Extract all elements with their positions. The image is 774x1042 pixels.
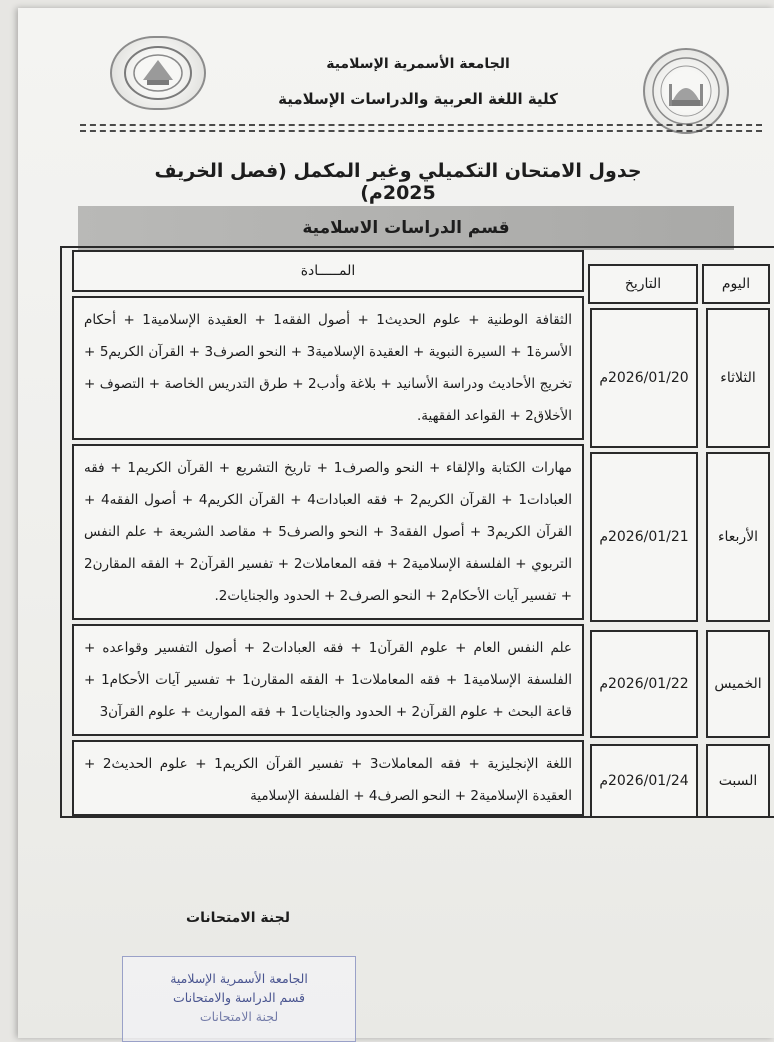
- row-subjects: علم النفس العام + علوم القرآن1 + فقه العبادات2 + أصول التفسير وقواعده + الفلسفة الإسلامية1 + فقه المعاملات1 + الفقه المقارن1 + تفسير آيات الأحكام1 + قاعة البحث + علوم القرآن2 + الحدود والجنايات1 + فقه المواريث + علوم القرآن3: [72, 624, 584, 736]
- emblem-icon: [121, 36, 195, 110]
- stamp-university: الجامعة الأسمرية الإسلامية: [170, 971, 308, 986]
- header-date: التاريخ: [588, 264, 698, 304]
- college-name: كلية اللغة العربية والدراسات الإسلامية: [278, 90, 558, 108]
- university-name: الجامعة الأسمرية الإسلامية: [326, 56, 510, 72]
- department-banner: قسم الدراسات الاسلامية: [78, 206, 734, 250]
- official-stamp: [122, 956, 356, 1042]
- row-subjects: مهارات الكتابة والإلقاء + النحو والصرف1 + تاريخ التشريع + القرآن الكريم1 + فقه العبادات1 + القرآن الكريم2 + فقه العبادات4 + القرآن الكريم4 + أصول الفقه4 + القرآن الكريم3 + أصول الفقه3 + النحو والصرف5 + مقاصد الشريعة + علم النفس التربوي + الفلسفة الإسلامية2 + فقه المعاملات2 + تفسير القرآن2 + الفقه المقارن2 + تفسير آيات الأحكام2 + النحو الصرف2 + الحدود والجنايات2.: [72, 444, 584, 620]
- header-subject: المـــــادة: [72, 250, 584, 292]
- university-emblem-right: [643, 48, 729, 134]
- row-date: 2026/01/20م: [590, 308, 698, 448]
- header-divider: [80, 124, 762, 126]
- header-divider-2: [80, 130, 762, 132]
- row-date: 2026/01/22م: [590, 630, 698, 738]
- mosque-emblem-icon: [649, 54, 723, 128]
- header-day: اليوم: [702, 264, 770, 304]
- university-emblem-left: [110, 36, 206, 110]
- row-date: 2026/01/21م: [590, 452, 698, 622]
- document-sheet: [18, 8, 774, 1038]
- exam-schedule-title: جدول الامتحان التكميلي وغير المكمل (فصل الخريف 2025م): [154, 160, 642, 204]
- row-day: الثلاثاء: [706, 308, 770, 448]
- row-day: السبت: [706, 744, 770, 818]
- row-subjects: اللغة الإنجليزية + فقه المعاملات3 + تفسير القرآن الكريم1 + علوم الحديث2 + العقيدة الإسلامية2 + النحو الصرف4 + الفلسفة الإسلامية: [72, 740, 584, 816]
- exam-committee-label: لجنة الامتحانات: [186, 910, 290, 926]
- row-day: الأربعاء: [706, 452, 770, 622]
- row-date: 2026/01/24م: [590, 744, 698, 818]
- row-subjects: الثقافة الوطنية + علوم الحديث1 + أصول الفقه1 + العقيدة الإسلامية1 + أحكام الأسرة1 + السيرة النبوية + العقيدة الإسلامية3 + النحو الصرف3 + القرآن الكريم5 + تخريج الأحاديث ودراسة الأسانيد + بلاغة وأدب2 + طرق التدريس الخاصة + التصوف + الأخلاق2 + القواعد الفقهية.: [72, 296, 584, 440]
- stamp-committee: لجنة الامتحانات: [199, 1009, 279, 1024]
- stamp-department: قسم الدراسة والامتحانات: [173, 990, 305, 1005]
- row-day: الخميس: [706, 630, 770, 738]
